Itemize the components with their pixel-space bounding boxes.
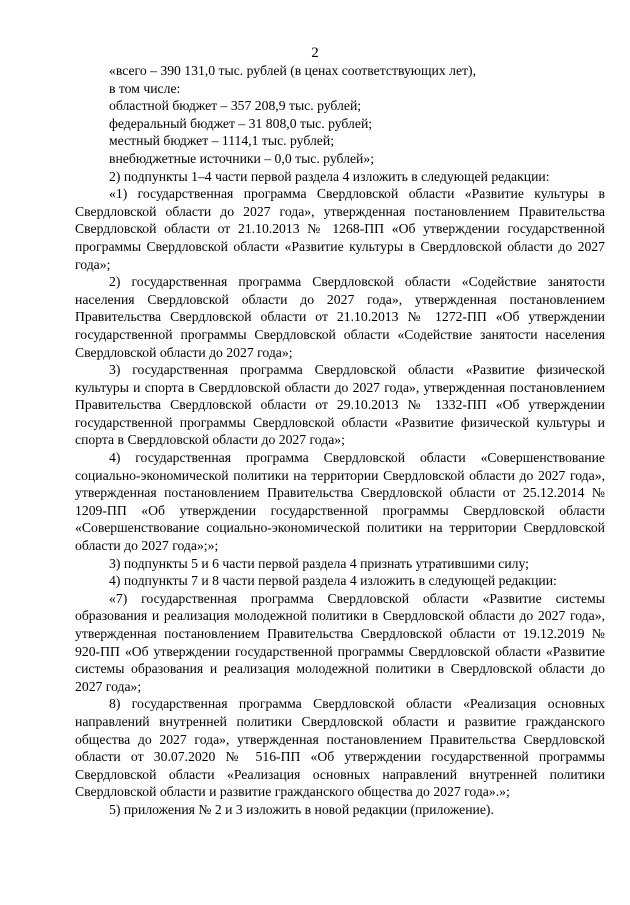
paragraph-program-sport: 3) государственная программа Свердловской области «Развитие физической культуры и спорта в Свердловской области до 2027 года», утвержденная постановлением Правительства Свердловской области от 29.10.2013 № 1332-ПП «Об утверждении государственной программы Свердловской области «Развитие физической культуры и спорта в Свердловской области до 2027 года»;	[75, 362, 605, 448]
paragraph-program-socioeconomic: 4) государственная программа Свердловской области «Совершенствование социально-экономической политики на территории Свердловской области до 2027 года», утвержденная постановлением Правительства Свердловской области от 25.12.2014 № 1209-ПП «Об утверждении государственной программы Свердловской области «Совершенствование социально-экономической политики на территории Свердловской области до 2027 года»;»;	[75, 450, 605, 554]
paragraph-item-4: 4) подпункты 7 и 8 части первой раздела 4 изложить в следующей редакции:	[109, 573, 557, 589]
paragraph-local-budget: местный бюджет – 1114,1 тыс. рублей;	[109, 133, 335, 149]
paragraph-program-internal-policy: 8) государственная программа Свердловской области «Реализация основных направлений внутренней политики Свердловской области и развитие гражданского общества до 2027 года», утвержденная постановлением Правительства Свердловской области от 30.07.2020 № 516-ПП «Об утверждении государственной программы Свердловской области «Реализация основных направлений внутренней политики Свердловской области и развитие гражданского общества до 2027 года».»;	[75, 696, 605, 800]
paragraph-regional-budget: областной бюджет – 357 208,9 тыс. рублей;	[109, 98, 362, 114]
paragraph-item-2: 2) подпункты 1–4 части первой раздела 4 изложить в следующей редакции:	[109, 168, 550, 184]
paragraph-including: в том числе:	[109, 80, 181, 96]
paragraph-item-3: 3) подпункты 5 и 6 части первой раздела 4 признать утратившими силу;	[109, 555, 529, 571]
paragraph-program-education: «7) государственная программа Свердловской области «Развитие системы образования и реализация молодежной политики в Свердловской области до 2027 года», утвержденная постановлением Правительства Свердловской области от 19.12.2019 № 920-ПП «Об утверждении государственной программы Свердловской области «Развитие системы образования и реализация молодежной политики в Свердловской области до 2027 года»;	[75, 590, 605, 694]
page-number: 2	[311, 45, 319, 61]
paragraph-total-funding: «всего – 390 131,0 тыс. рублей (в ценах соответствующих лет),	[109, 63, 477, 78]
paragraph-program-culture: «1) государственная программа Свердловской области «Развитие культуры в Свердловской области до 2027 года», утвержденная постановлением Правительства Свердловской области от 21.10.2013 № 1268-ПП «Об утверждении государственной программы Свердловской области «Развитие культуры в Свердловской области до 2027 года»;	[75, 186, 605, 272]
paragraph-program-employment: 2) государственная программа Свердловской области «Содействие занятости населения Свердловской области до 2027 года», утвержденная постановлением Правительства Свердловской области от 21.10.2013 № 1272-ПП «Об утверждении государственной программы Свердловской области «Содействие занятости населения Свердловской области до 2027 года»;	[75, 274, 605, 360]
paragraph-federal-budget: федеральный бюджет – 31 808,0 тыс. рублей;	[109, 115, 373, 131]
paragraph-extrabudgetary: внебюджетные источники – 0,0 тыс. рублей»;	[109, 150, 375, 166]
paragraph-item-5: 5) приложения № 2 и 3 изложить в новой редакции (приложение).	[109, 801, 494, 817]
document-body	[75, 62, 605, 819]
